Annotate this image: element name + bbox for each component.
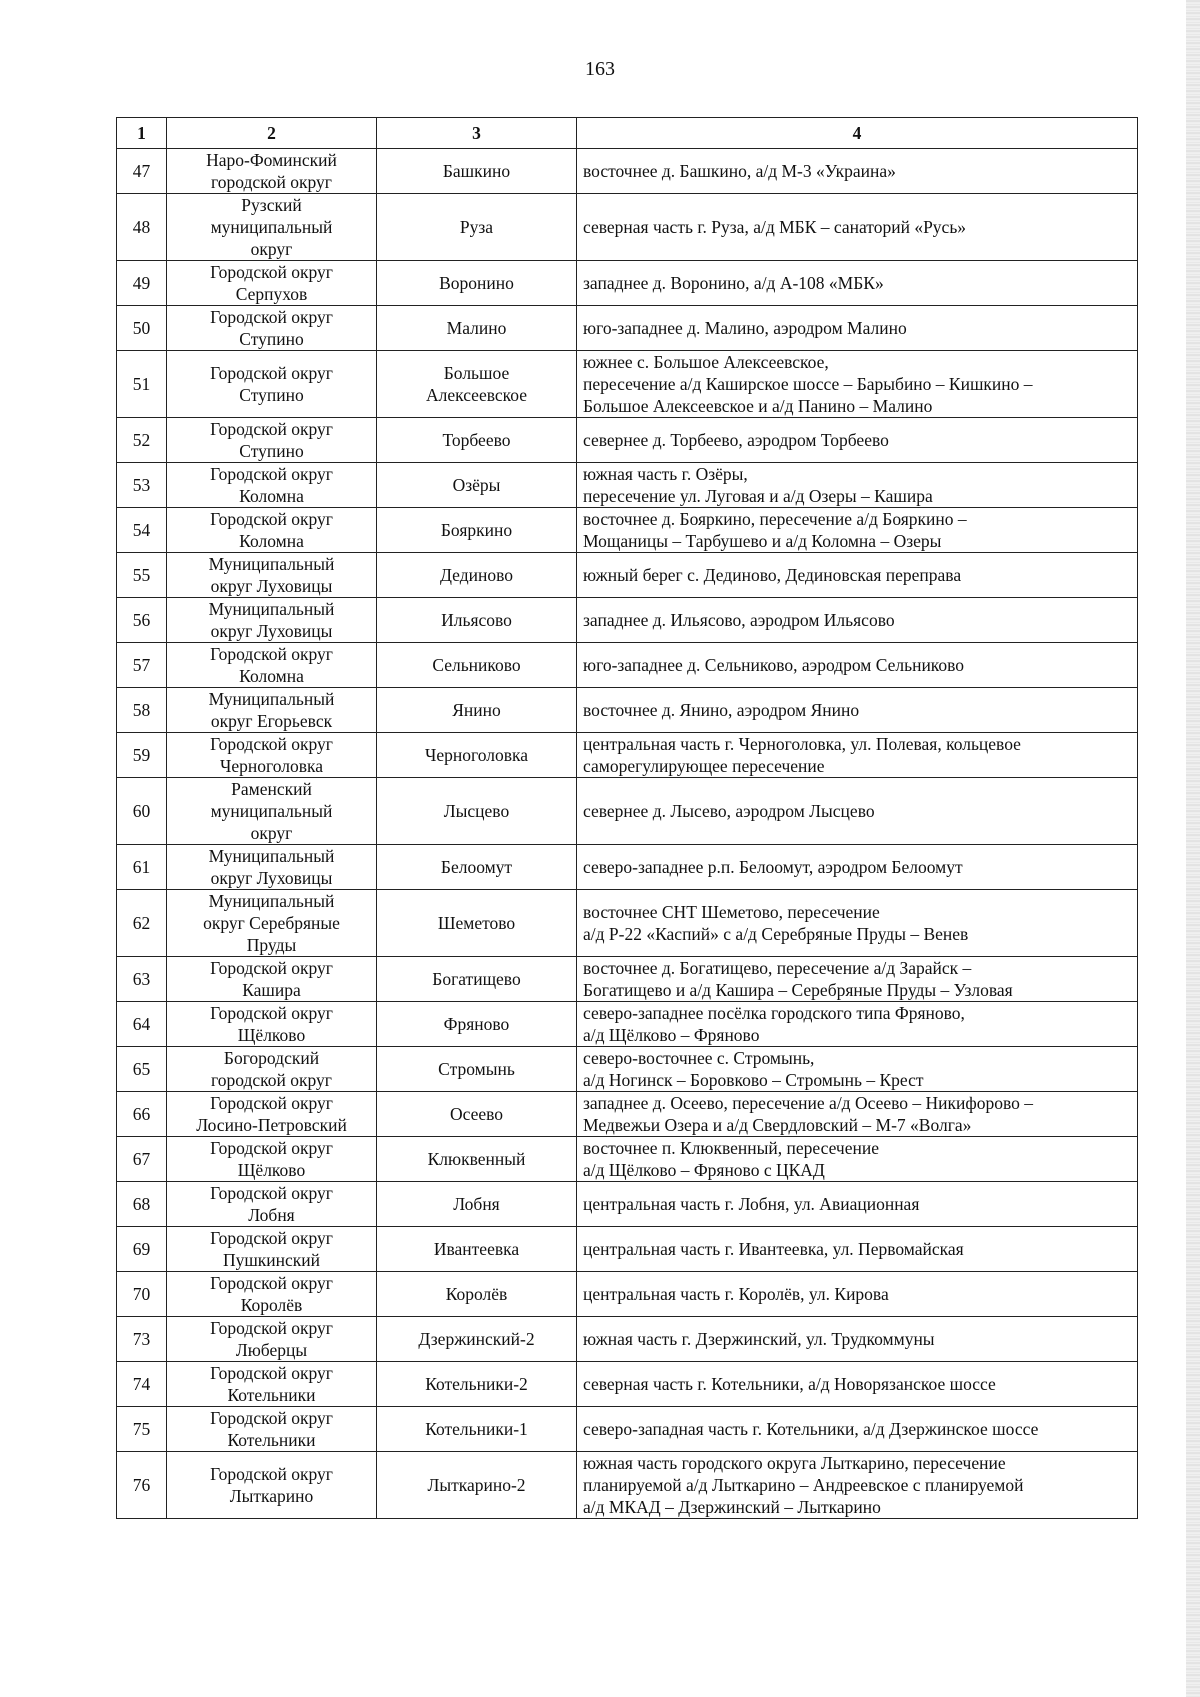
row-description <box>577 733 1138 778</box>
row-number <box>117 194 167 261</box>
row-place-text: Бояркино <box>440 520 513 540</box>
data-table <box>116 117 1138 1519</box>
row-place-text: Сельниково <box>432 655 521 675</box>
row-description-text: восточнее д. Бояркино, пересечение а/д Бояркино – Мощаницы – Тарбушево и а/д Коломна – Озеры <box>583 509 967 551</box>
row-district-text: Наро-Фоминский городской округ <box>206 150 337 192</box>
row-description-text: восточнее СНТ Шеметово, пересечение а/д Р-22 «Каспий» с а/д Серебряные Пруды – Венев <box>583 902 969 944</box>
row-district-text: Рузский муниципальный округ <box>210 195 333 259</box>
row-district-text: Городской округ Серпухов <box>210 262 333 304</box>
row-description <box>577 418 1138 463</box>
row-description-text: центральная часть г. Ивантеевка, ул. Первомайская <box>583 1239 964 1259</box>
row-place <box>377 1047 577 1092</box>
row-place <box>377 1227 577 1272</box>
row-district <box>167 194 377 261</box>
row-number-text: 55 <box>132 565 151 585</box>
table-row <box>117 1452 1138 1519</box>
table-row <box>117 598 1138 643</box>
table-row <box>117 261 1138 306</box>
row-district-text: Городской округ Котельники <box>210 1408 333 1450</box>
row-district <box>167 418 377 463</box>
row-description <box>577 463 1138 508</box>
row-number <box>117 733 167 778</box>
row-description <box>577 1227 1138 1272</box>
row-place <box>377 957 577 1002</box>
row-place-text: Лыткарино-2 <box>427 1475 526 1495</box>
row-place-text: Ильясово <box>441 610 512 630</box>
row-number <box>117 1092 167 1137</box>
row-number-text: 47 <box>132 161 151 181</box>
row-number <box>117 351 167 418</box>
scan-edge-strip <box>1186 0 1200 1697</box>
table-row <box>117 1002 1138 1047</box>
row-number-text: 63 <box>132 969 151 989</box>
row-district <box>167 1362 377 1407</box>
row-district-text: Городской округ Ступино <box>210 363 333 405</box>
row-place <box>377 688 577 733</box>
row-place <box>377 149 577 194</box>
row-description-text: южная часть городского округа Лыткарино, пересечение планируемой а/д Лыткарино – Андреевское с планируемой а/д МКАД – Дзержинский – Лыткарино <box>583 1453 1024 1517</box>
row-district-text: Городской округ Ступино <box>210 307 333 349</box>
row-description <box>577 351 1138 418</box>
row-place-text: Торбеево <box>442 430 511 450</box>
row-place-text: Янино <box>452 700 501 720</box>
row-district <box>167 890 377 957</box>
row-district-text: Муниципальный округ Луховицы <box>208 554 335 596</box>
row-description-text: северо-западнее р.п. Белоомут, аэродром Белоомут <box>583 857 963 877</box>
row-number <box>117 845 167 890</box>
header-col-3: 3 <box>377 118 577 149</box>
row-description <box>577 261 1138 306</box>
row-description <box>577 957 1138 1002</box>
row-number-text: 58 <box>132 700 151 720</box>
row-place <box>377 598 577 643</box>
row-place-text: Лысцево <box>443 801 510 821</box>
row-place-text: Богатищево <box>432 969 521 989</box>
row-district <box>167 306 377 351</box>
row-place-text: Белоомут <box>440 857 513 877</box>
row-district <box>167 1137 377 1182</box>
row-district <box>167 1002 377 1047</box>
row-description <box>577 1047 1138 1092</box>
table-row <box>117 306 1138 351</box>
row-description-text: южнее с. Большое Алексеевское, пересечение а/д Каширское шоссе – Барыбино – Кишкино – Большое Алексеевское и а/д Панино – Малино <box>583 352 1033 416</box>
row-description <box>577 688 1138 733</box>
row-number-text: 67 <box>132 1149 151 1169</box>
row-description-text: северная часть г. Руза, а/д МБК – санаторий «Русь» <box>583 217 967 237</box>
row-description-text: центральная часть г. Лобня, ул. Авиационная <box>583 1194 920 1214</box>
table-row <box>117 508 1138 553</box>
row-district <box>167 1182 377 1227</box>
row-place-text: Клюквенный <box>427 1149 526 1169</box>
row-district-text: Муниципальный округ Серебряные Пруды <box>203 891 340 955</box>
row-description <box>577 1362 1138 1407</box>
row-description <box>577 890 1138 957</box>
row-place <box>377 553 577 598</box>
row-number-text: 51 <box>132 374 151 394</box>
row-number <box>117 1272 167 1317</box>
row-place-text: Руза <box>459 217 494 237</box>
row-description <box>577 306 1138 351</box>
row-number <box>117 1182 167 1227</box>
row-number <box>117 1362 167 1407</box>
row-district-text: Раменский муниципальный округ <box>210 779 333 843</box>
row-district <box>167 1407 377 1452</box>
row-place <box>377 890 577 957</box>
row-description-text: юго-западнее д. Сельниково, аэродром Сельниково <box>583 655 965 675</box>
row-number-text: 68 <box>132 1194 151 1214</box>
row-district <box>167 778 377 845</box>
row-place <box>377 778 577 845</box>
row-number <box>117 1047 167 1092</box>
table-row <box>117 688 1138 733</box>
row-district <box>167 845 377 890</box>
page-number: 163 <box>585 58 615 80</box>
row-district-text: Городской округ Кашира <box>210 958 333 1000</box>
row-description-text: севернее д. Торбеево, аэродром Торбеево <box>583 430 889 450</box>
row-number <box>117 553 167 598</box>
row-description <box>577 1137 1138 1182</box>
table-row <box>117 778 1138 845</box>
table-row <box>117 553 1138 598</box>
row-number-text: 69 <box>132 1239 151 1259</box>
row-number-text: 62 <box>132 913 151 933</box>
row-number <box>117 261 167 306</box>
row-description-text: северо-западная часть г. Котельники, а/д Дзержинское шоссе <box>583 1419 1039 1439</box>
row-number <box>117 306 167 351</box>
row-number-text: 76 <box>132 1475 151 1495</box>
row-number <box>117 463 167 508</box>
row-description <box>577 508 1138 553</box>
row-number-text: 49 <box>132 273 151 293</box>
table-row <box>117 643 1138 688</box>
row-number <box>117 1407 167 1452</box>
row-number-text: 73 <box>132 1329 151 1349</box>
row-description <box>577 1317 1138 1362</box>
row-number-text: 50 <box>132 318 151 338</box>
row-place-text: Лобня <box>453 1194 500 1214</box>
table-row <box>117 1362 1138 1407</box>
row-district-text: Муниципальный округ Луховицы <box>208 846 335 888</box>
row-district <box>167 688 377 733</box>
row-district-text: Городской округ Люберцы <box>210 1318 333 1360</box>
row-description-text: южный берег с. Дединово, Дединовская переправа <box>583 565 962 585</box>
table-row <box>117 733 1138 778</box>
row-place <box>377 306 577 351</box>
table-row <box>117 418 1138 463</box>
row-place <box>377 1317 577 1362</box>
row-place-text: Королёв <box>445 1284 508 1304</box>
row-number <box>117 1452 167 1519</box>
row-district-text: Городской округ Лыткарино <box>210 1464 333 1506</box>
row-district-text: Городской округ Ступино <box>210 419 333 461</box>
row-description <box>577 194 1138 261</box>
row-description-text: восточнее д. Башкино, а/д М-3 «Украина» <box>583 161 896 181</box>
row-description-text: южная часть г. Озёры, пересечение ул. Луговая и а/д Озеры – Кашира <box>583 464 933 506</box>
row-place <box>377 643 577 688</box>
row-place <box>377 1092 577 1137</box>
row-place <box>377 1002 577 1047</box>
row-number-text: 70 <box>132 1284 151 1304</box>
row-district <box>167 1452 377 1519</box>
row-description <box>577 778 1138 845</box>
row-district-text: Городской округ Щёлково <box>210 1138 333 1180</box>
row-district-text: Городской округ Пушкинский <box>210 1228 333 1270</box>
row-place <box>377 463 577 508</box>
row-description-text: восточнее д. Богатищево, пересечение а/д Зарайск – Богатищево и а/д Кашира – Серебряные Пруды – Узловая <box>583 958 1013 1000</box>
row-description-text: восточнее д. Янино, аэродром Янино <box>583 700 860 720</box>
row-district <box>167 957 377 1002</box>
row-district <box>167 1272 377 1317</box>
row-description-text: западнее д. Ильясово, аэродром Ильясово <box>583 610 895 630</box>
table-body <box>117 149 1138 1519</box>
row-description <box>577 1407 1138 1452</box>
row-district <box>167 351 377 418</box>
row-description-text: севернее д. Лысево, аэродром Лысцево <box>583 801 875 821</box>
row-place <box>377 1407 577 1452</box>
row-district <box>167 643 377 688</box>
row-district-text: Городской округ Щёлково <box>210 1003 333 1045</box>
row-description-text: западнее д. Воронино, а/д А-108 «МБК» <box>583 273 884 293</box>
table-row <box>117 845 1138 890</box>
row-number <box>117 418 167 463</box>
row-description <box>577 1272 1138 1317</box>
header-col-4: 4 <box>577 118 1138 149</box>
row-number-text: 75 <box>132 1419 151 1439</box>
row-district <box>167 508 377 553</box>
row-description <box>577 1002 1138 1047</box>
row-place-text: Котельники-1 <box>425 1419 528 1439</box>
row-description-text: западнее д. Осеево, пересечение а/д Осеево – Никифорово – Медвежьи Озера и а/д Свердловский – М-7 «Волга» <box>583 1093 1033 1135</box>
row-number <box>117 1317 167 1362</box>
row-district <box>167 598 377 643</box>
row-number-text: 74 <box>132 1374 151 1394</box>
table-row <box>117 351 1138 418</box>
row-place <box>377 1137 577 1182</box>
row-place-text: Ивантеевка <box>433 1239 520 1259</box>
row-place-text: Фряново <box>443 1014 510 1034</box>
row-description <box>577 1092 1138 1137</box>
row-district-text: Городской округ Лобня <box>210 1183 333 1225</box>
table-row <box>117 194 1138 261</box>
row-description-text: центральная часть г. Королёв, ул. Кирова <box>583 1284 889 1304</box>
row-place <box>377 418 577 463</box>
row-place <box>377 351 577 418</box>
row-place-text: Стромынь <box>438 1059 515 1079</box>
table-row <box>117 463 1138 508</box>
row-description <box>577 643 1138 688</box>
row-district-text: Городской округ Коломна <box>210 644 333 686</box>
row-district-text: Городской округ Коломна <box>210 509 333 551</box>
table-row <box>117 1317 1138 1362</box>
row-place <box>377 261 577 306</box>
table-row <box>117 957 1138 1002</box>
row-place <box>377 1362 577 1407</box>
table-row <box>117 1272 1138 1317</box>
row-description-text: южная часть г. Дзержинский, ул. Трудкоммуны <box>583 1329 935 1349</box>
header-col-2: 2 <box>167 118 377 149</box>
row-number-text: 52 <box>132 430 151 450</box>
row-number <box>117 598 167 643</box>
header-col-1: 1 <box>117 118 167 149</box>
row-number-text: 57 <box>132 655 151 675</box>
row-description-text: северная часть г. Котельники, а/д Новорязанское шоссе <box>583 1374 996 1394</box>
row-district-text: Городской округ Черноголовка <box>210 734 333 776</box>
row-number-text: 66 <box>132 1104 151 1124</box>
row-place <box>377 1452 577 1519</box>
row-description-text: центральная часть г. Черноголовка, ул. Полевая, кольцевое саморегулирующее пересечение <box>583 734 1021 776</box>
row-number <box>117 1137 167 1182</box>
row-number-text: 64 <box>132 1014 151 1034</box>
row-number <box>117 149 167 194</box>
table-row <box>117 1092 1138 1137</box>
row-district <box>167 1047 377 1092</box>
row-place-text: Осеево <box>449 1104 504 1124</box>
row-description <box>577 598 1138 643</box>
row-district-text: Муниципальный округ Луховицы <box>208 599 335 641</box>
table-row <box>117 1047 1138 1092</box>
row-place-text: Озёры <box>452 475 501 495</box>
row-district <box>167 149 377 194</box>
row-number-text: 54 <box>132 520 151 540</box>
row-place-text: Дзержинский-2 <box>418 1329 535 1349</box>
row-district-text: Городской округ Лосино-Петровский <box>196 1093 347 1135</box>
row-description-text: северо-западнее посёлка городского типа Фряново, а/д Щёлково – Фряново <box>583 1003 965 1045</box>
row-district <box>167 1092 377 1137</box>
row-number <box>117 778 167 845</box>
row-district <box>167 553 377 598</box>
table-row <box>117 890 1138 957</box>
row-district-text: Городской округ Королёв <box>210 1273 333 1315</box>
row-place-text: Башкино <box>442 161 511 181</box>
row-district <box>167 733 377 778</box>
table-header-row <box>117 118 1138 149</box>
row-place-text: Шеметово <box>437 913 516 933</box>
row-number <box>117 1002 167 1047</box>
table-row <box>117 1227 1138 1272</box>
row-district-text: Городской округ Коломна <box>210 464 333 506</box>
row-description <box>577 553 1138 598</box>
row-number-text: 56 <box>132 610 151 630</box>
row-number-text: 53 <box>132 475 151 495</box>
row-district-text: Богородский городской округ <box>211 1048 332 1090</box>
row-district <box>167 1227 377 1272</box>
row-description-text: юго-западнее д. Малино, аэродром Малино <box>583 318 907 338</box>
row-description <box>577 1182 1138 1227</box>
table-row <box>117 1407 1138 1452</box>
row-district <box>167 1317 377 1362</box>
row-number-text: 48 <box>132 217 151 237</box>
table-row <box>117 1182 1138 1227</box>
row-description-text: северо-восточнее с. Стромынь, а/д Ногинск – Боровково – Стромынь – Крест <box>583 1048 924 1090</box>
row-number <box>117 688 167 733</box>
table-row <box>117 1137 1138 1182</box>
row-place <box>377 1272 577 1317</box>
row-number <box>117 957 167 1002</box>
row-description <box>577 1452 1138 1519</box>
row-number-text: 65 <box>132 1059 151 1079</box>
row-number <box>117 890 167 957</box>
row-number-text: 61 <box>132 857 151 877</box>
row-place-text: Дединово <box>440 565 513 585</box>
row-place-text: Малино <box>446 318 507 338</box>
row-place <box>377 845 577 890</box>
row-description <box>577 845 1138 890</box>
row-number <box>117 1227 167 1272</box>
row-number <box>117 643 167 688</box>
row-place <box>377 733 577 778</box>
row-place <box>377 194 577 261</box>
row-place-text: Воронино <box>439 273 514 293</box>
row-place-text: Большое Алексеевское <box>426 363 527 405</box>
row-number <box>117 508 167 553</box>
row-district-text: Городской округ Котельники <box>210 1363 333 1405</box>
row-place <box>377 1182 577 1227</box>
row-number-text: 59 <box>132 745 151 765</box>
row-description <box>577 149 1138 194</box>
row-description-text: восточнее п. Клюквенный, пересечение а/д Щёлково – Фряново с ЦКАД <box>583 1138 879 1180</box>
row-district <box>167 463 377 508</box>
row-place <box>377 508 577 553</box>
row-district <box>167 261 377 306</box>
table-row <box>117 149 1138 194</box>
row-place-text: Черноголовка <box>424 745 529 765</box>
row-place-text: Котельники-2 <box>425 1374 528 1394</box>
row-number-text: 60 <box>132 801 151 821</box>
row-district-text: Муниципальный округ Егорьевск <box>208 689 335 731</box>
